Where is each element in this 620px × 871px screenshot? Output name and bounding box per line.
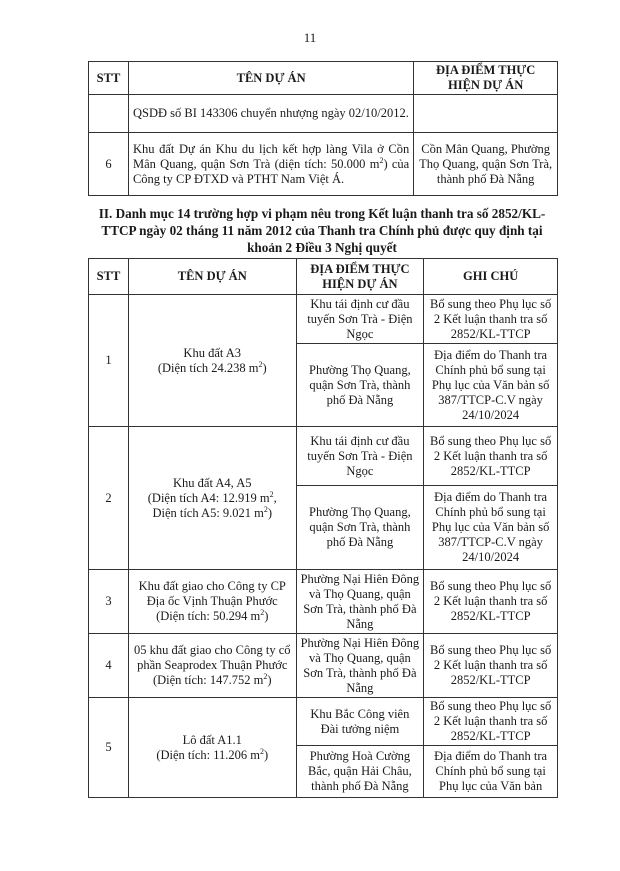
note: Bổ sung theo Phụ lục số 2 Kết luận thanh tra số 2852/KL-TTCP xyxy=(424,427,558,486)
project-name: Khu đất giao cho Công ty CP Địa ốc Vịnh Thuận Phước (Diện tích: 50.294 $m^2$) xyxy=(128,570,296,634)
table-1-header-row xyxy=(89,62,558,95)
page-number: 11 xyxy=(303,30,317,45)
note: Bổ sung theo Phụ lục số 2 Kết luận thanh tra số 2852/KL-TTCP xyxy=(424,570,558,634)
project-location: Khu Bắc Công viên Đài tưởng niệm xyxy=(296,698,424,746)
project-location: Phường Hoà Cường Bắc, quận Hải Châu, thành phố Đà Nẵng xyxy=(296,746,424,798)
note: Bổ sung theo Phụ lục số 2 Kết luận thanh tra số 2852/KL-TTCP xyxy=(424,698,558,746)
note: Địa điểm do Thanh tra Chính phủ bổ sung tại Phụ lục của Văn bản số 387/TTCP-C.V ngày 24/10/2024 xyxy=(424,344,558,427)
header-project-name: TÊN DỰ ÁN xyxy=(128,62,413,95)
table-2-header-row xyxy=(89,259,558,295)
project-location: Phường Thọ Quang, quận Sơn Trà, thành phố Đà Nẵng xyxy=(296,344,424,427)
row-stt: 3 xyxy=(89,570,129,634)
row-stt: 2 xyxy=(89,427,129,570)
table-1 xyxy=(88,61,558,196)
project-location: Phường Thọ Quang, quận Sơn Trà, thành phố Đà Nẵng xyxy=(296,486,424,570)
project-location: Phường Nại Hiên Đông và Thọ Quang, quận Sơn Trà, thành phố Đà Nẵng xyxy=(296,570,424,634)
project-location: Khu tái định cư đầu tuyến Sơn Trà - Điện Ngọc xyxy=(296,427,424,486)
project-location: Phường Nại Hiên Đông và Thọ Quang, quận Sơn Trà, thành phố Đà Nẵng xyxy=(296,634,424,698)
note: Bổ sung theo Phụ lục số 2 Kết luận thanh tra số 2852/KL-TTCP xyxy=(424,634,558,698)
table-row xyxy=(89,698,558,746)
header-location: ĐỊA ĐIỂM THỰC HIỆN DỰ ÁN xyxy=(296,259,424,295)
row-stt: 5 xyxy=(89,698,129,798)
project-name: Lô đất A1.1 (Diện tích: 11.206 $m^2$) xyxy=(128,698,296,798)
note: Địa điểm do Thanh tra Chính phủ bổ sung tại Phụ lục của Văn bản xyxy=(424,746,558,798)
row-stt: 1 xyxy=(89,295,129,427)
project-location: Cồn Mân Quang, Phường Thọ Quang, quận Sơn Trà, thành phố Đà Nẵng xyxy=(414,133,558,196)
header-note: GHI CHÚ xyxy=(424,259,558,295)
table-row xyxy=(89,295,558,344)
continued-text: QSDĐ số BI 143306 chuyển nhượng ngày 02/10/2012. xyxy=(128,95,413,133)
header-project-name: TÊN DỰ ÁN xyxy=(128,259,296,295)
table-row xyxy=(89,570,558,634)
header-stt: STT xyxy=(89,62,129,95)
table-row xyxy=(89,95,558,133)
table-row xyxy=(89,133,558,196)
section-2-heading: II. Danh mục 14 trường hợp vi phạm nêu trong Kết luận thanh tra số 2852/KL-TTCP ngày 02 tháng 11 năm 2012 của Thanh tra Chính phủ được quy định tại khoản 2 Điều 3 Nghị quyết xyxy=(98,206,546,255)
table-row xyxy=(89,634,558,698)
project-name: Khu đất A3 (Diện tích 24.238 $m^2$) xyxy=(128,295,296,427)
project-name: 05 khu đất giao cho Công ty cổ phần Seaprodex Thuận Phước (Diện tích: 147.752 $m^2$) xyxy=(128,634,296,698)
project-name: Khu đất A4, A5 (Diện tích A4: 12.919 $m^2$, Diện tích A5: 9.021 $m^2$) xyxy=(128,427,296,570)
note: Bổ sung theo Phụ lục số 2 Kết luận thanh tra số 2852/KL-TTCP xyxy=(424,295,558,344)
project-name: Khu đất Dự án Khu du lịch kết hợp làng Vila ở Cồn Mân Quang, quận Sơn Trà (diện tích: 50.000 $m^2$) của Công ty CP ĐTXD và PTHT Nam Việt Á. xyxy=(128,133,413,196)
row-stt: 6 xyxy=(89,133,129,196)
header-stt: STT xyxy=(89,259,129,295)
row-stt: 4 xyxy=(89,634,129,698)
table-row xyxy=(89,427,558,486)
project-location: Khu tái định cư đầu tuyến Sơn Trà - Điện Ngọc xyxy=(296,295,424,344)
note: Địa điểm do Thanh tra Chính phủ bổ sung tại Phụ lục của Văn bản số 387/TTCP-C.V ngày 24/10/2024 xyxy=(424,486,558,570)
header-location: ĐỊA ĐIỂM THỰC HIỆN DỰ ÁN xyxy=(414,62,558,95)
table-2 xyxy=(88,258,558,798)
